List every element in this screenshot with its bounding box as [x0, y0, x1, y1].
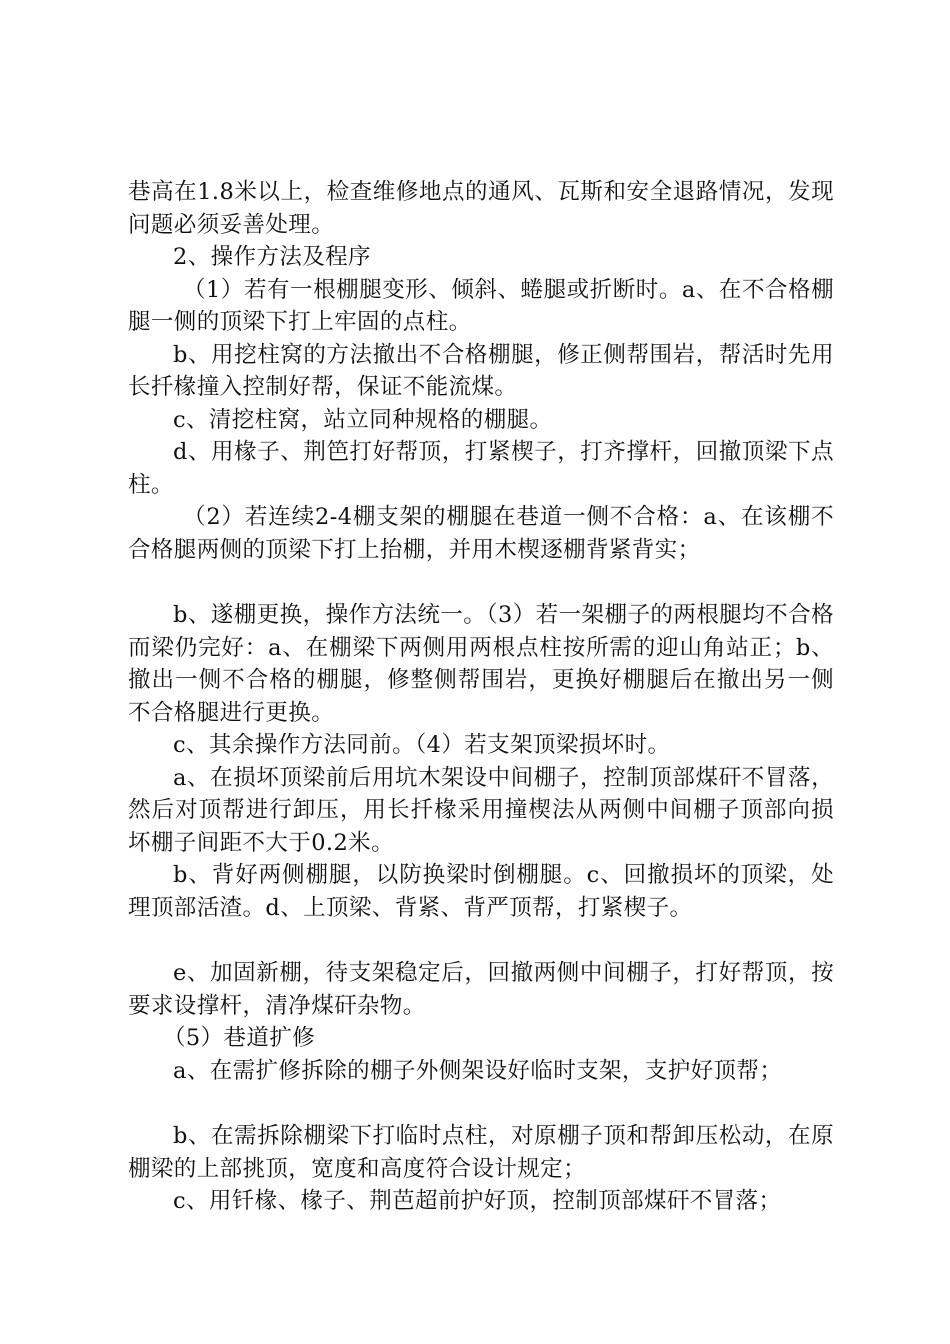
blank-line [128, 566, 834, 599]
paragraph-beam-step-bcd: b、背好两侧棚腿，以防换梁时倒棚腿。c、回撤损坏的顶梁，处理顶部活渣。d、上顶梁、背紧、背严顶帮，打紧楔子。 [128, 862, 834, 921]
paragraph-case-4: c、其余操作方法同前。（4）若支架顶梁损坏时。 [173, 732, 671, 758]
section-heading-operation-method: 2、操作方法及程序 [173, 244, 371, 270]
section-heading-roadway-expansion: （5）巷道扩修 [163, 1025, 316, 1051]
document-body [128, 176, 834, 1218]
paragraph-beam-step-a: a、在损坏顶梁前后用坑木架设中间棚子，控制顶部煤矸不冒落，然后对顶帮进行卸压，用长扦椽采用撞楔法从两侧中间棚子顶部向损坏棚子间距不大于0.2米。 [128, 764, 834, 856]
blank-line [128, 924, 834, 957]
paragraph-expansion-step-b: b、在需拆除棚梁下打临时点柱，对原棚子顶和帮卸压松动，在原棚梁的上部挑顶，宽度和高度符合设计规定； [128, 1123, 834, 1182]
blank-line [128, 1087, 834, 1120]
paragraph-step-c: c、清挖柱窝，站立同种规格的棚腿。 [173, 406, 553, 433]
paragraph-step-d: d、用椽子、荆笆打好帮顶，打紧楔子，打齐撑杆，回撤顶梁下点柱。 [128, 439, 834, 498]
paragraph-expansion-step-a: a、在需扩修拆除的棚子外侧架设好临时支架，支护好顶帮； [173, 1057, 783, 1084]
paragraph-case-1: （1）若有一根棚腿变形、倾斜、蜷腿或折断时。a、在不合格棚腿一侧的顶梁下打上牢固的点柱。 [128, 276, 834, 335]
paragraph-case-3: b、遂棚更换，操作方法统一。（3）若一架棚子的两根腿均不合格而梁仍完好：a、在棚梁下两侧用两根点柱按所需的迎山角站正；b、撤出一侧不合格的棚腿，修整侧帮围岩，更换好棚腿后在撤出另一侧不合格腿进行更换。 [128, 602, 834, 726]
paragraph-step-b: b、用挖柱窝的方法撤出不合格棚腿，修正侧帮围岩，帮活时先用长扦椽撞入控制好帮，保证不能流煤。 [128, 341, 834, 400]
paragraph-roadway-height: 巷高在1.8米以上，检查维修地点的通风、瓦斯和安全退路情况，发现问题必须妥善处理。 [128, 179, 834, 238]
paragraph-case-2: （2）若连续2-4棚支架的棚腿在巷道一侧不合格：a、在该棚不合格腿两侧的顶梁下打上抬棚，并用木楔逐棚背紧背实； [128, 504, 834, 563]
paragraph-expansion-step-c: c、用钎椽、椽子、荆芭超前护好顶，控制顶部煤矸不冒落； [173, 1188, 782, 1214]
paragraph-beam-step-e: e、加固新棚，待支架稳定后，回撤两侧中间棚子，打好帮顶，按要求设撑杆，清净煤矸杂物。 [128, 960, 834, 1019]
